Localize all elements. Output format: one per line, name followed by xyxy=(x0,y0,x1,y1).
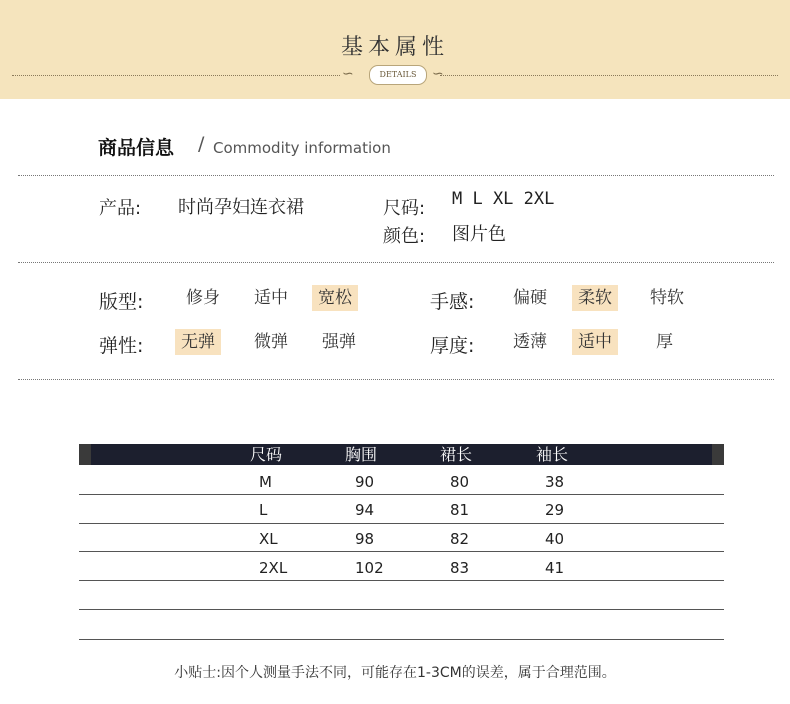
measurement-tip: 小贴士:因个人测量手法不同，可能存在1-3CM的误差，属于合理范围。 xyxy=(174,665,616,681)
fit-option-slim: 修身 xyxy=(186,288,220,308)
fit-label: 版型: xyxy=(99,291,144,313)
thickness-option-medium: 适中 xyxy=(572,329,618,355)
table-cell: 2XL xyxy=(259,559,288,577)
table-cell: 94 xyxy=(355,501,375,519)
size-table-header xyxy=(79,444,724,465)
section-subtitle: Commodity information xyxy=(213,139,391,157)
swirl-ornament-icon: ∽ xyxy=(432,66,444,82)
header-chest: 胸围 xyxy=(345,445,378,464)
section-title: 商品信息 xyxy=(98,137,175,159)
feel-option-extra-soft: 特软 xyxy=(650,288,684,308)
feel-option-hard: 偏硬 xyxy=(513,288,547,308)
table-cell: 41 xyxy=(545,559,565,577)
product-value: 时尚孕妇连衣裙 xyxy=(178,197,304,218)
color-value: 图片色 xyxy=(452,224,506,245)
table-row-line xyxy=(79,580,724,581)
table-cell: 81 xyxy=(450,501,470,519)
header-edge-right xyxy=(712,444,724,465)
header-edge-left xyxy=(79,444,91,465)
table-row-line xyxy=(79,551,724,552)
table-cell: 80 xyxy=(450,473,470,491)
stretch-option-none: 无弹 xyxy=(175,329,221,355)
color-label: 颜色: xyxy=(383,226,426,247)
divider xyxy=(18,379,774,380)
table-cell: 82 xyxy=(450,530,470,548)
table-cell: 29 xyxy=(545,501,565,519)
size-label: 尺码: xyxy=(383,198,426,219)
banner-divider-left xyxy=(12,75,340,76)
details-badge: DETAILS xyxy=(369,65,427,85)
feel-label: 手感: xyxy=(430,291,475,313)
section-slash: / xyxy=(198,133,205,155)
size-value: M L XL 2XL xyxy=(452,189,555,209)
stretch-label: 弹性: xyxy=(99,335,144,357)
header-size: 尺码 xyxy=(250,445,283,464)
banner-divider-right xyxy=(440,75,778,76)
product-label: 产品: xyxy=(99,198,142,219)
divider xyxy=(18,262,774,263)
table-row-line xyxy=(79,523,724,524)
table-cell: L xyxy=(259,501,268,519)
table-cell: M xyxy=(259,473,272,491)
thickness-option-thin: 透薄 xyxy=(513,332,547,352)
stretch-option-strong: 强弹 xyxy=(322,332,356,352)
table-cell: 40 xyxy=(545,530,565,548)
thickness-option-thick: 厚 xyxy=(656,332,673,352)
table-row-line xyxy=(79,639,724,640)
thickness-label: 厚度: xyxy=(430,335,475,357)
table-cell: 102 xyxy=(355,559,384,577)
table-cell: 38 xyxy=(545,473,565,491)
fit-option-regular: 适中 xyxy=(254,288,288,308)
divider xyxy=(18,175,774,176)
table-cell: 83 xyxy=(450,559,470,577)
table-cell: XL xyxy=(259,530,278,548)
stretch-option-slight: 微弹 xyxy=(254,332,288,352)
table-row-line xyxy=(79,494,724,495)
header-sleeve: 袖长 xyxy=(536,445,569,464)
banner-title: 基本属性 xyxy=(340,35,449,60)
table-row-line xyxy=(79,609,724,610)
table-cell: 90 xyxy=(355,473,375,491)
feel-option-soft: 柔软 xyxy=(572,285,618,311)
header-length: 裙长 xyxy=(440,445,473,464)
fit-option-loose: 宽松 xyxy=(312,285,358,311)
swirl-ornament-icon: ∽ xyxy=(342,66,354,82)
table-cell: 98 xyxy=(355,530,375,548)
